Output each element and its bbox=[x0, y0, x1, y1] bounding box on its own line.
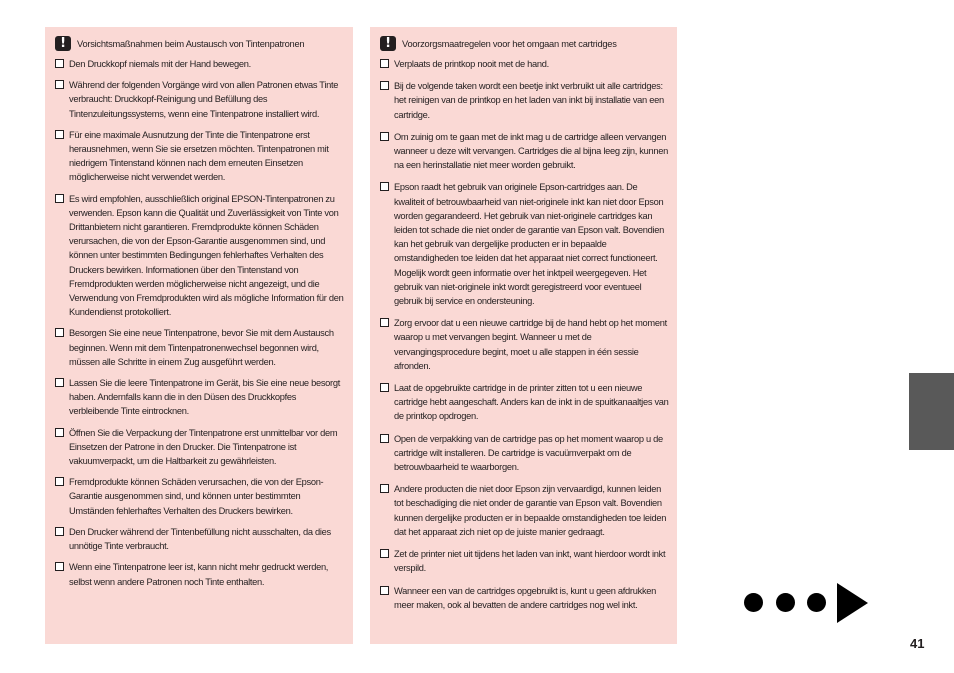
list-item: Während der folgenden Vorgänge wird von allen Patronen etwas Tinte verbraucht: Druckkopf-Reinigung und Befüllung des Tintenzuleitungssystems, wenn eine Tintenpatrone installiert wird. bbox=[55, 78, 345, 121]
list-item: Wanneer een van de cartridges opgebruikt is, kunt u geen afdrukken meer maken, ook al bevatten de andere cartridges nog wel inkt. bbox=[380, 584, 669, 612]
list-item: Laat de opgebruikte cartridge in de printer zitten tot u een nieuwe cartridge hebt aangeschaft. Anders kan de inkt in de spuitkanaaltjes van de printkop opdrogen. bbox=[380, 381, 669, 424]
checkbox-bullet-icon bbox=[380, 586, 389, 595]
checkbox-bullet-icon bbox=[380, 132, 389, 141]
list-item: Es wird empfohlen, ausschließlich original EPSON-Tintenpatronen zu verwenden. Epson kann die Qualität und Zuverlässigkeit von Tinte von Drittanbietern nicht garantieren. Fremdprodukte können Schäden verursachen, die von der Epson-Garantie ausgenommen sind, und können unter bestimmten Bedingungen fehlerhaftes Verhalten des Druckers bewirken. Informationen über den Tintenstand von Fremdprodukten werden möglicherweise nicht angezeigt, und die Verwendung von Fremdprodukten wird als mögliche Information für den Kundendienst protokolliert. bbox=[55, 192, 345, 320]
section-side-tab bbox=[909, 373, 954, 450]
caution-box-german bbox=[45, 27, 353, 644]
checkbox-bullet-icon bbox=[380, 383, 389, 392]
list-item: Den Druckkopf niemals mit der Hand bewegen. bbox=[55, 57, 345, 71]
checkbox-bullet-icon bbox=[380, 81, 389, 90]
checkbox-bullet-icon bbox=[380, 484, 389, 493]
list-item: Für eine maximale Ausnutzung der Tinte die Tintenpatrone erst herausnehmen, wenn Sie sie ersetzen möchten. Tintenpatronen mit niedrigem Tintenstand können nach dem erneuten Einsetzen möglicherweise nicht verwendet werden. bbox=[55, 128, 345, 185]
list-item: Lassen Sie die leere Tintenpatrone im Gerät, bis Sie eine neue besorgt haben. Andernfalls kann die in den Düsen des Druckkopfes verbleibende Tinte eintrocknen. bbox=[55, 376, 345, 419]
checkbox-bullet-icon bbox=[55, 477, 64, 486]
checkbox-bullet-icon bbox=[55, 80, 64, 89]
exclamation-icon: ! bbox=[55, 36, 71, 51]
checkbox-bullet-icon bbox=[55, 562, 64, 571]
checkbox-bullet-icon bbox=[380, 549, 389, 558]
list-item: Besorgen Sie eine neue Tintenpatrone, bevor Sie mit dem Austausch beginnen. Wenn mit dem Tintenpatronenwechsel begonnen wird, müssen alle Schritte in einem Zug ausgeführt werden. bbox=[55, 326, 345, 369]
caution-header bbox=[55, 36, 345, 51]
list-item: Wenn eine Tintenpatrone leer ist, kann nicht mehr gedruckt werden, selbst wenn andere Patronen noch Tinte enthalten. bbox=[55, 560, 345, 588]
list-item: Fremdprodukte können Schäden verursachen, die von der Epson-Garantie ausgenommen sind, und können unter bestimmten Umständen fehlerhaftes Verhalten des Druckers bewirken. bbox=[55, 475, 345, 518]
list-item: Verplaats de printkop nooit met de hand. bbox=[380, 57, 669, 71]
list-item: Den Drucker während der Tintenbefüllung nicht ausschalten, da dies unnötige Tinte verbraucht. bbox=[55, 525, 345, 553]
play-arrow-icon bbox=[837, 583, 868, 623]
page-number: 41 bbox=[910, 636, 925, 651]
list-item: Zet de printer niet uit tijdens het laden van inkt, want hierdoor wordt inkt verspild. bbox=[380, 547, 669, 575]
caution-box-dutch bbox=[370, 27, 677, 644]
list-item: Bij de volgende taken wordt een beetje inkt verbruikt uit alle cartridges: het reinigen van de printkop en het laden van inkt bij installatie van een cartridge. bbox=[380, 79, 669, 122]
precaution-list bbox=[55, 57, 345, 589]
checkbox-bullet-icon bbox=[55, 527, 64, 536]
precaution-list bbox=[380, 57, 669, 612]
list-item: Andere producten die niet door Epson zijn vervaardigd, kunnen leiden tot beschadiging die niet onder de garantie van Epson valt. Bovendien kunnen dergelijke producten er in bepaalde omstandigheden toe leiden dat het apparaat zich niet op de juiste manier gedraagt. bbox=[380, 482, 669, 539]
checkbox-bullet-icon bbox=[380, 434, 389, 443]
dot-icon bbox=[776, 593, 795, 612]
exclamation-icon: ! bbox=[380, 36, 396, 51]
checkbox-bullet-icon bbox=[380, 182, 389, 191]
checkbox-bullet-icon bbox=[55, 378, 64, 387]
caution-title: Voorzorgsmaatregelen voor het omgaan met cartridges bbox=[402, 38, 617, 49]
dot-icon bbox=[744, 593, 763, 612]
checkbox-bullet-icon bbox=[380, 318, 389, 327]
checkbox-bullet-icon bbox=[55, 328, 64, 337]
checkbox-bullet-icon bbox=[55, 194, 64, 203]
list-item: Om zuinig om te gaan met de inkt mag u de cartridge alleen vervangen wanneer u deze wilt vervangen. Cartridges die al bijna leeg zijn, kunnen na een herinstallatie niet meer worden gebruikt. bbox=[380, 130, 669, 173]
list-item: Zorg ervoor dat u een nieuwe cartridge bij de hand hebt op het moment waarop u met vervangen begint. Wanneer u met de vervangingsprocedure begint, moet u alle stappen in één sessie afronden. bbox=[380, 316, 669, 373]
checkbox-bullet-icon bbox=[55, 428, 64, 437]
caution-header bbox=[380, 36, 669, 51]
next-page-arrow-icon[interactable] bbox=[744, 583, 870, 623]
list-item: Open de verpakking van de cartridge pas op het moment waarop u de cartridge wilt installeren. De cartridge is vacuümverpakt om de betrouwbaarheid te waarborgen. bbox=[380, 432, 669, 475]
caution-title: Vorsichtsmaßnahmen beim Austausch von Tintenpatronen bbox=[77, 38, 305, 49]
checkbox-bullet-icon bbox=[380, 59, 389, 68]
list-item: Epson raadt het gebruik van originele Epson-cartridges aan. De kwaliteit of betrouwbaarheid van niet-originele inkt kan niet door Epson worden gegarandeerd. Het gebruik van niet-originele cartridges kan leiden tot schade die niet onder de garantie van Epson valt. Bovendien kan het gebruik van dergelijke producten er in bepaalde omstandigheden toe leiden dat het apparaat niet correct functioneert. Mogelijk wordt geen informatie over het inktpeil weergegeven. Het gebruik van niet-originele inkt wordt geregistreerd voor eventueel gebruik bij service en ondersteuning. bbox=[380, 180, 669, 308]
list-item: Öffnen Sie die Verpackung der Tintenpatrone erst unmittelbar vor dem Einsetzen der Patrone in den Drucker. Die Tintenpatrone ist vakuumverpackt, um die Haltbarkeit zu gewährleisten. bbox=[55, 426, 345, 469]
checkbox-bullet-icon bbox=[55, 59, 64, 68]
dot-icon bbox=[807, 593, 826, 612]
checkbox-bullet-icon bbox=[55, 130, 64, 139]
